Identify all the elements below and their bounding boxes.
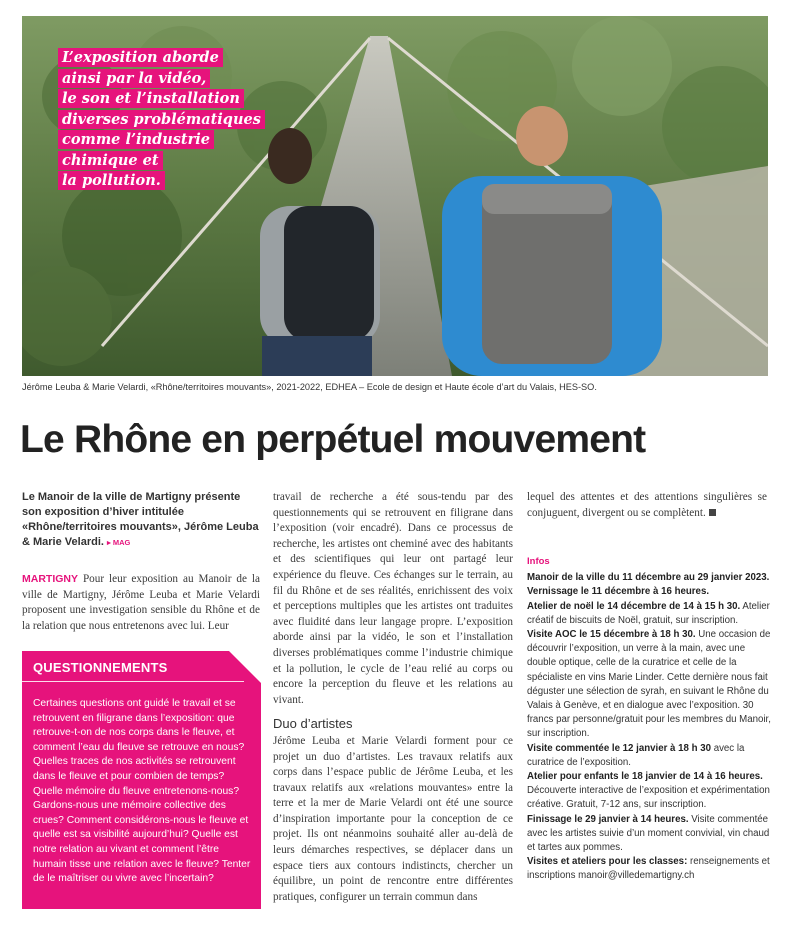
info-item-text: Une occasion de découvrir l’exposition, un verre à la main, avec une double optique, celle de la curatrice et celle de la spécialiste en vins Marie Linder. Cette dernière nous fait déguster une sélection de syrah, en suivant le Rhône du Valais à Genève, et en dialogue avec l’exposition. 30 francs par personne/gratuit pour les membres du Manoir, sur inscription.	[527, 629, 771, 740]
column-3	[527, 490, 767, 521]
info-item	[527, 770, 772, 813]
info-item	[527, 585, 772, 599]
info-item[interactable]	[527, 855, 772, 883]
column-1	[22, 490, 260, 634]
info-item	[527, 813, 772, 856]
pull-quote-line: ainsi par la vidéo,	[58, 69, 210, 88]
body-paragraph: travail de recherche a été sous-tendu par des questionnements qui se retrouvent en filigrane dans l’exposition (voir encadré). Dans ce processus de recherche, les artistes ont cheminé avec des habitants et des scientifiques qui leur ont partagé leur expérience du fleuve. Ces échanges sur le terrain, au fil du Rhône et de ses réalités, enrichissent des voix et perceptions multiples que les artistes ont traduites avec fluidité dans leur langage propre. L’exposition aborde ainsi par la vidéo, le son et l’installation diverses problématiques comme l’industrie chimique et la pollution, le cycle de l’eau relié au corps ou encore la perception du fleuve et les relations au vivant.	[273, 491, 513, 706]
info-item-bold: Visites et ateliers pour les classes:	[527, 856, 688, 868]
box-corner-fold	[229, 651, 261, 683]
info-item-bold: Visite commentée le 12 janvier à 18 h 30	[527, 742, 711, 754]
pull-quote-line: la pollution.	[58, 171, 165, 190]
info-item-bold: Visite AOC le 15 décembre à 18 h 30.	[527, 629, 696, 641]
infos-title: Infos	[527, 556, 550, 567]
info-item-text: Visite commentée avec les artistes suivie d’un moment convivial, vin chaud et tartes aux pommes.	[527, 813, 770, 854]
subhead: Duo d’artistes	[273, 716, 353, 732]
body-paragraph	[527, 490, 767, 521]
info-item	[527, 600, 772, 628]
info-item-text: Atelier créatif de biscuits de Noël, gratuit, sur inscription.	[527, 600, 770, 626]
pull-quote-line: chimique et	[58, 151, 163, 170]
info-item-bold: Atelier de noël le 14 décembre de 14 à 15 h 30.	[527, 600, 741, 612]
article-photo	[22, 16, 768, 376]
info-item-bold: Manoir de la ville du 11 décembre au 29 janvier 2023.	[527, 572, 770, 584]
info-item	[527, 628, 772, 742]
info-item	[527, 571, 772, 585]
lede-text: Pour leur exposition au Manoir de la ville de Martigny, Jérôme Leuba et Marie Velardi proposent une investigation sensible du Rhône et de la relation que nous entretenons avec lui. Leur	[22, 573, 260, 632]
info-item-bold: Finissage le 29 janvier à 14 heures.	[527, 813, 689, 825]
info-item-text[interactable]: renseignements et inscriptions manoir@villedemartigny.ch	[527, 856, 770, 882]
box-divider	[22, 681, 244, 682]
dateline: MARTIGNY	[22, 573, 78, 585]
info-item-bold: Atelier pour enfants le 18 janvier de 14 à 16 heures.	[527, 771, 763, 783]
mag-tag-label: MAG	[112, 538, 131, 547]
pull-quote-line: L’exposition aborde	[58, 48, 223, 67]
box-title: QUESTIONNEMENTS	[33, 660, 168, 675]
chapo	[22, 490, 260, 550]
box-body: Certaines questions ont guidé le travail et se retrouvent en filigrane dans l’exposition: que retrouve-t-on de nos corps dans le fleuve, et comment l’eau du fleuve se retrouve en nous? Quelles traces de nos activités se retrouvent dans le fleuve et pour combien de temps? Quelle mémoire du fleuve entretenons-nous? Gardons-nous une mémoire collective des crues? Comment considérons-nous le fleuve et quelle est sa visibilité aujourd’hui? Quelle est notre relation au vivant et comment l’être humain tisse une relation avec le fleuve? Tenter de le maîtriser ou vivre avec l’incertain?	[33, 698, 251, 885]
photo-pull-quote	[58, 48, 278, 192]
info-item-text: avec la curatrice de l’exposition.	[527, 742, 745, 768]
headline: Le Rhône en perpétuel mouvement	[20, 418, 646, 461]
questionnements-box	[22, 651, 261, 909]
info-item-bold: Vernissage le 11 décembre à 16 heures.	[527, 586, 710, 598]
info-item-text: Découverte interactive de l’exposition et expérimentation créative. Gratuit, 7-12 ans, sur inscription.	[527, 785, 770, 811]
pull-quote-line: diverses problématiques	[58, 110, 265, 129]
photo-caption: Jérôme Leuba & Marie Velardi, «Rhône/territoires mouvants», 2021-2022, EDHEA – Ecole de design et Haute école d’art du Valais, HES-SO.	[22, 382, 597, 392]
pull-quote-line: le son et l’installation	[58, 89, 244, 108]
pull-quote-line: comme l’industrie	[58, 130, 214, 149]
info-item	[527, 742, 772, 770]
closing-text: lequel des attentes et des attentions singulières se conjuguent, divergent ou se complètent.	[527, 491, 767, 519]
body-paragraph: Jérôme Leuba et Marie Velardi forment pour ce projet un duo d’artistes. Les travaux relatifs aux corps dans l’espace public de Jérôme Leuba, et les travaux relatifs aux «relations mouvantes» entre la terre et la mer de Marie Velardi ont été une source d’inspiration importante pour la conception de ce projet. Ils ont néanmoins souhaité aller au-delà de leurs démarches respectives, se déplacer dans un espace tiers aux contours indistincts, chercher un équilibre, un point de rencontre entre différentes pratiques, configurer un terrain commun dans	[273, 734, 513, 903]
column-2	[273, 490, 513, 905]
mag-tag[interactable]: ▸ MAG	[107, 538, 131, 547]
end-mark-icon	[709, 509, 716, 516]
lede-paragraph	[22, 572, 260, 634]
infos-block	[527, 555, 772, 884]
chapo-text: Le Manoir de la ville de Martigny présente son exposition d’hiver intitulée «Rhône/territoires mouvants», Jérôme Leuba & Marie Velardi.	[22, 491, 259, 548]
